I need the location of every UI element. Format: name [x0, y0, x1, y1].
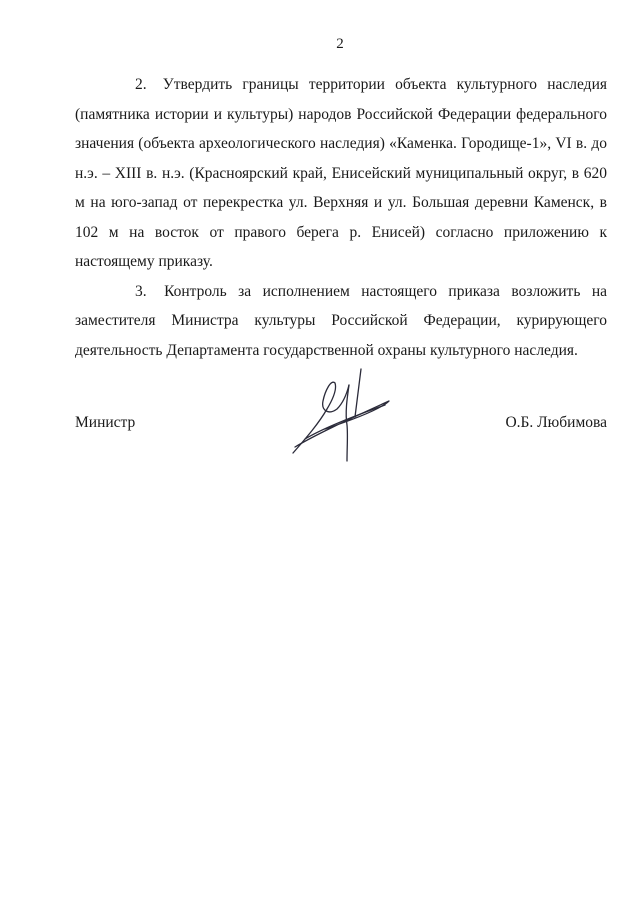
paragraph-item-3 — [75, 277, 607, 366]
signer-name: О.Б. Любимова — [505, 414, 607, 431]
paragraph-number: 2. — [135, 76, 147, 93]
document-body — [75, 70, 607, 365]
paragraph-text: Контроль за исполнением настоящего приказа возложить на заместителя Министра культуры Российской Федерации, курирующего деятельность Департамента государственной охраны культурного наследия. — [75, 282, 607, 359]
paragraph-item-2 — [75, 70, 607, 277]
paragraph-text: Утвердить границы территории объекта культурного наследия (памятника истории и культуры) народов Российской Федерации федерального значения (объекта археологического наследия) «Каменка. Городище-1», VI в. до н.э. – XIII в. н.э. (Красноярский край, Енисейский муниципальный округ, в 620 м на юго-запад от перекрестка ул. Верхняя и ул. Большая деревни Каменск, в 102 м на восток от правого берега р. Енисей) согласно приложению к настоящему приказу. — [75, 76, 607, 270]
signer-title: Министр — [75, 414, 136, 431]
page-number: 2 — [336, 36, 344, 52]
paragraph-number: 3. — [135, 282, 147, 300]
signature-row — [75, 414, 607, 438]
